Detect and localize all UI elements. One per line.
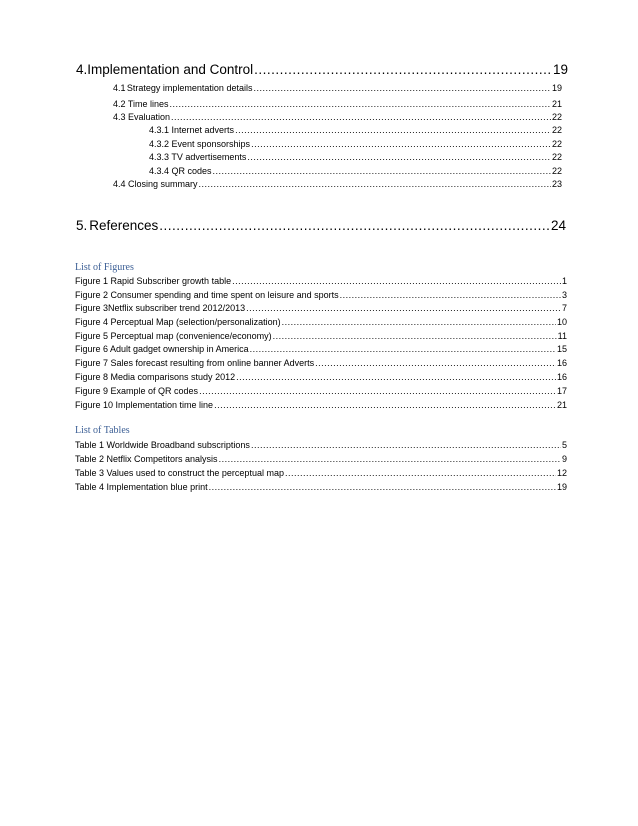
dot-leader <box>159 218 550 233</box>
dot-leader <box>340 290 561 300</box>
dot-leader <box>236 372 556 382</box>
toc-page-number: 19 <box>552 62 568 77</box>
figure-title: Figure 10 Implementation time line <box>75 400 214 410</box>
toc-section-title: Implementation and Control <box>87 62 254 77</box>
table-page: 5 <box>561 440 567 450</box>
table-title: Table 3 Values used to construct the perceptual map <box>75 468 284 478</box>
figure-entry[interactable] <box>75 358 567 368</box>
dot-leader <box>199 179 551 189</box>
dot-leader <box>282 317 556 327</box>
figure-title: Figure 8 Media comparisons study 2012 <box>75 372 236 382</box>
dot-leader <box>273 331 557 341</box>
toc-section-5[interactable] <box>76 218 566 233</box>
figure-entry[interactable] <box>75 317 567 327</box>
table-entry[interactable] <box>75 454 567 464</box>
dot-leader <box>246 303 561 313</box>
list-of-figures-heading: List of Figures <box>75 262 134 273</box>
figure-page: 16 <box>556 358 567 368</box>
table-entry[interactable] <box>75 482 567 492</box>
dot-leader <box>214 400 556 410</box>
figure-page: 11 <box>557 331 567 341</box>
figure-entry[interactable] <box>75 290 567 300</box>
toc-entry-title: 4.3.1 Internet adverts <box>149 125 235 135</box>
toc-section-4[interactable] <box>76 62 568 77</box>
dot-leader <box>209 482 556 492</box>
figure-title: Figure 4 Perceptual Map (selection/personalization) <box>75 317 281 327</box>
figure-page: 3 <box>561 290 567 300</box>
toc-entry-number: 4.1 <box>113 83 126 93</box>
dot-leader <box>171 112 551 122</box>
toc-entry-title: 4.3 Evaluation <box>113 112 171 122</box>
figure-title: Figure 9 Example of QR codes <box>75 386 199 396</box>
dot-leader <box>235 125 551 135</box>
dot-leader <box>251 440 561 450</box>
figure-page: 16 <box>556 372 567 382</box>
dot-leader <box>199 386 556 396</box>
toc-entry-title: 4.2 Time lines <box>113 99 169 109</box>
figure-page: 10 <box>556 317 567 327</box>
toc-entry-title: 4.4 Closing summary <box>113 179 198 189</box>
toc-entry-4-4[interactable] <box>113 179 562 189</box>
toc-page-number: 24 <box>550 218 566 233</box>
toc-page-number: 23 <box>551 179 562 189</box>
toc-entry-4-3-1[interactable] <box>149 125 562 135</box>
figure-entry[interactable] <box>75 386 567 396</box>
toc-page-number: 19 <box>551 83 562 93</box>
table-entry[interactable] <box>75 468 567 478</box>
dot-leader <box>285 468 556 478</box>
figure-title: Figure 6 Adult gadget ownership in America <box>75 344 249 354</box>
dot-leader <box>253 83 551 93</box>
table-title: Table 1 Worldwide Broadband subscriptions <box>75 440 250 450</box>
table-page: 19 <box>556 482 567 492</box>
figure-page: 15 <box>556 344 567 354</box>
figure-page: 17 <box>556 386 567 396</box>
dot-leader <box>250 344 556 354</box>
toc-page-number: 22 <box>551 139 562 149</box>
toc-entry-4-3[interactable] <box>113 112 562 122</box>
dot-leader <box>219 454 561 464</box>
toc-page-number: 22 <box>551 125 562 135</box>
toc-page-number: 22 <box>551 152 562 162</box>
dot-leader <box>254 62 552 77</box>
toc-entry-title: 4.3.2 Event sponsorships <box>149 139 251 149</box>
toc-entry-4-1[interactable] <box>113 83 562 93</box>
list-of-tables-heading: List of Tables <box>75 425 130 436</box>
figure-title: Figure 5 Perceptual map (convenience/economy) <box>75 331 272 341</box>
toc-entry-4-2[interactable] <box>113 99 562 109</box>
toc-section-number: 5. <box>76 218 88 233</box>
figure-title: Figure 7 Sales forecast resulting from online banner Adverts <box>75 358 315 368</box>
dot-leader <box>251 139 551 149</box>
toc-page-number: 22 <box>551 112 562 122</box>
figure-title: Figure 1 Rapid Subscriber growth table <box>75 276 232 286</box>
toc-entry-4-3-4[interactable] <box>149 166 562 176</box>
figure-entry[interactable] <box>75 372 567 382</box>
dot-leader <box>232 276 561 286</box>
figure-entry[interactable] <box>75 400 567 410</box>
figure-entry[interactable] <box>75 331 567 341</box>
toc-entry-4-3-3[interactable] <box>149 152 562 162</box>
figure-entry[interactable] <box>75 344 567 354</box>
toc-entry-title: 4.3.3 TV advertisements <box>149 152 247 162</box>
toc-entry-4-3-2[interactable] <box>149 139 562 149</box>
figure-page: 7 <box>561 303 567 313</box>
figure-entry[interactable] <box>75 276 567 286</box>
table-title: Table 4 Implementation blue print <box>75 482 208 492</box>
toc-entry-title: 4.3.4 QR codes <box>149 166 212 176</box>
toc-page-number: 22 <box>551 166 562 176</box>
dot-leader <box>213 166 551 176</box>
figure-title: Figure 3Netflix subscriber trend 2012/2013 <box>75 303 246 313</box>
toc-entry-title: Strategy implementation details <box>126 83 253 93</box>
table-title: Table 2 Netflix Competitors analysis <box>75 454 218 464</box>
figure-page: 21 <box>556 400 567 410</box>
dot-leader <box>247 152 551 162</box>
dot-leader <box>315 358 556 368</box>
figure-entry[interactable] <box>75 303 567 313</box>
figure-title: Figure 2 Consumer spending and time spent on leisure and sports <box>75 290 339 300</box>
toc-section-number: 4. <box>76 62 88 77</box>
table-page: 9 <box>561 454 567 464</box>
table-page: 12 <box>556 468 567 478</box>
toc-page-number: 21 <box>551 99 562 109</box>
toc-section-title: References <box>89 218 159 233</box>
figure-page: 1 <box>561 276 567 286</box>
table-entry[interactable] <box>75 440 567 450</box>
dot-leader <box>170 99 551 109</box>
